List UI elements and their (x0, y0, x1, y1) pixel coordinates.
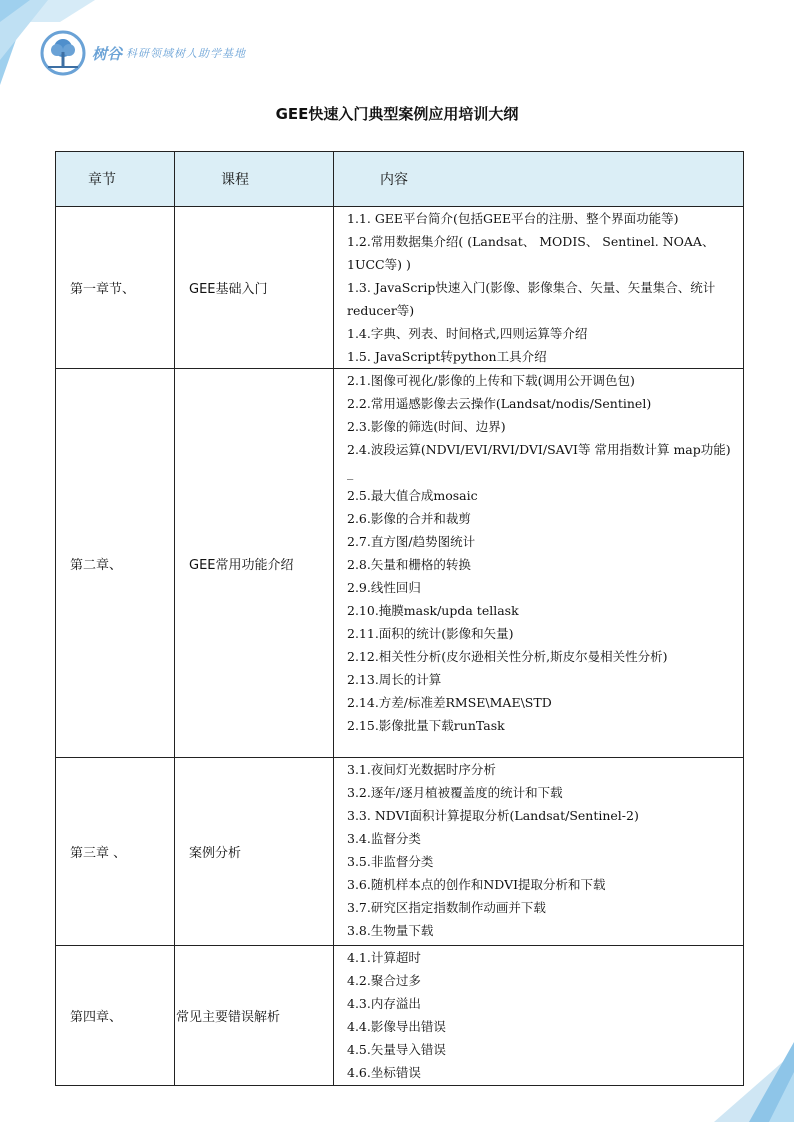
chapter-cell: 第二章、 (56, 369, 175, 758)
list-item: 2.6.影像的合并和裁剪 (347, 511, 471, 526)
table-row (56, 207, 744, 369)
content-cell (334, 207, 744, 369)
list-item: 2.9.线性回归 (347, 580, 421, 595)
list-item: 2.13.周长的计算 (347, 672, 442, 687)
list-item: 3.5.非监督分类 (347, 854, 434, 869)
list-item: 4.6.坐标错误 (347, 1065, 421, 1080)
list-item: 3.4.监督分类 (347, 831, 421, 846)
brand-logo (40, 30, 246, 76)
chapter-cell: 第三章 、 (56, 758, 175, 946)
table-header-row (56, 152, 744, 207)
list-item: 2.3.影像的筛选(时间、边界) (347, 419, 506, 434)
list-item: 1.4.字典、列表、时间格式,四则运算等介绍 (347, 326, 588, 341)
brand-name: 树谷 (92, 44, 123, 63)
list-item: 4.1.计算超时 (347, 950, 421, 965)
list-item: 3.7.研究区指定指数制作动画并下载 (347, 900, 546, 915)
list-item: 2.7.直方图/趋势图统计 (347, 534, 476, 549)
table-row (56, 369, 744, 758)
content-cell (334, 369, 744, 758)
list-item: 2.11.面积的统计(影像和矢量) (347, 626, 514, 641)
header-course: 课程 (175, 152, 334, 207)
chapter-cell: 第四章、 (56, 946, 175, 1086)
list-item: 2.1.图像可视化/影像的上传和下载(调用公开调色包) (347, 373, 635, 388)
list-item: 2.4.波段运算(NDVI/EVI/RVI/DVI/SAVI等 常用指数计算 map功能) _ (347, 442, 735, 480)
list-item: 1.2.常用数据集介绍( (Landsat、 MODIS、 Sentinel. NOAA、1UCC等) ) (347, 234, 715, 272)
list-item: 2.12.相关性分析(皮尔逊相关性分析,斯皮尔曼相关性分析) (347, 649, 668, 664)
tree-logo-icon (40, 30, 86, 76)
list-item: 4.3.内存溢出 (347, 996, 421, 1011)
brand-slogan: 科研领域树人助学基地 (126, 47, 247, 60)
list-item: 3.1.夜间灯光数据时序分析 (347, 762, 496, 777)
list-item: 2.14.方差/标准差RMSE\MAE\STD (347, 695, 552, 710)
content-cell (334, 946, 744, 1086)
course-outline-table (55, 151, 744, 1086)
content-cell (334, 758, 744, 946)
list-item: 2.8.矢量和栅格的转换 (347, 557, 471, 572)
course-cell: 常见主要错误解析 (175, 946, 334, 1086)
list-item: 1.5. JavaScript转python工具介绍 (347, 349, 547, 364)
table-row (56, 946, 744, 1086)
header-content: 内容 (334, 152, 744, 207)
list-item: 2.10.掩膜mask/upda tellask (347, 603, 519, 618)
list-item: 2.15.影像批量下载runTask (347, 718, 505, 733)
course-cell: GEE基础入门 (175, 207, 334, 369)
list-item: 2.5.最大值合成mosaic (347, 488, 478, 503)
list-item: 4.2.聚合过多 (347, 973, 421, 988)
list-item: 4.4.影像导出错误 (347, 1019, 446, 1034)
list-item: 1.3. JavaScrip快速入门(影像、影像集合、矢量、矢量集合、统计reducer等) (347, 280, 716, 318)
list-item: 3.2.逐年/逐月植被覆盖度的统计和下载 (347, 785, 563, 800)
table-row (56, 758, 744, 946)
list-item: 1.1. GEE平台简介(包括GEE平台的注册、整个界面功能等) (347, 211, 679, 226)
list-item: 3.8.生物量下载 (347, 923, 434, 938)
page-title: GEE快速入门典型案例应用培训大纲 (275, 105, 519, 123)
course-cell: 案例分析 (175, 758, 334, 946)
list-item: 3.3. NDVI面积计算提取分析(Landsat/Sentinel-2) (347, 808, 639, 823)
list-item: 3.6.随机样本点的创作和NDVI提取分析和下载 (347, 877, 606, 892)
course-cell: GEE常用功能介绍 (175, 369, 334, 758)
header-chapter: 章节 (56, 152, 175, 207)
chapter-cell: 第一章节、 (56, 207, 175, 369)
list-item: 4.5.矢量导入错误 (347, 1042, 446, 1057)
list-item: 2.2.常用遥感影像去云操作(Landsat/nodis/Sentinel) (347, 396, 652, 411)
